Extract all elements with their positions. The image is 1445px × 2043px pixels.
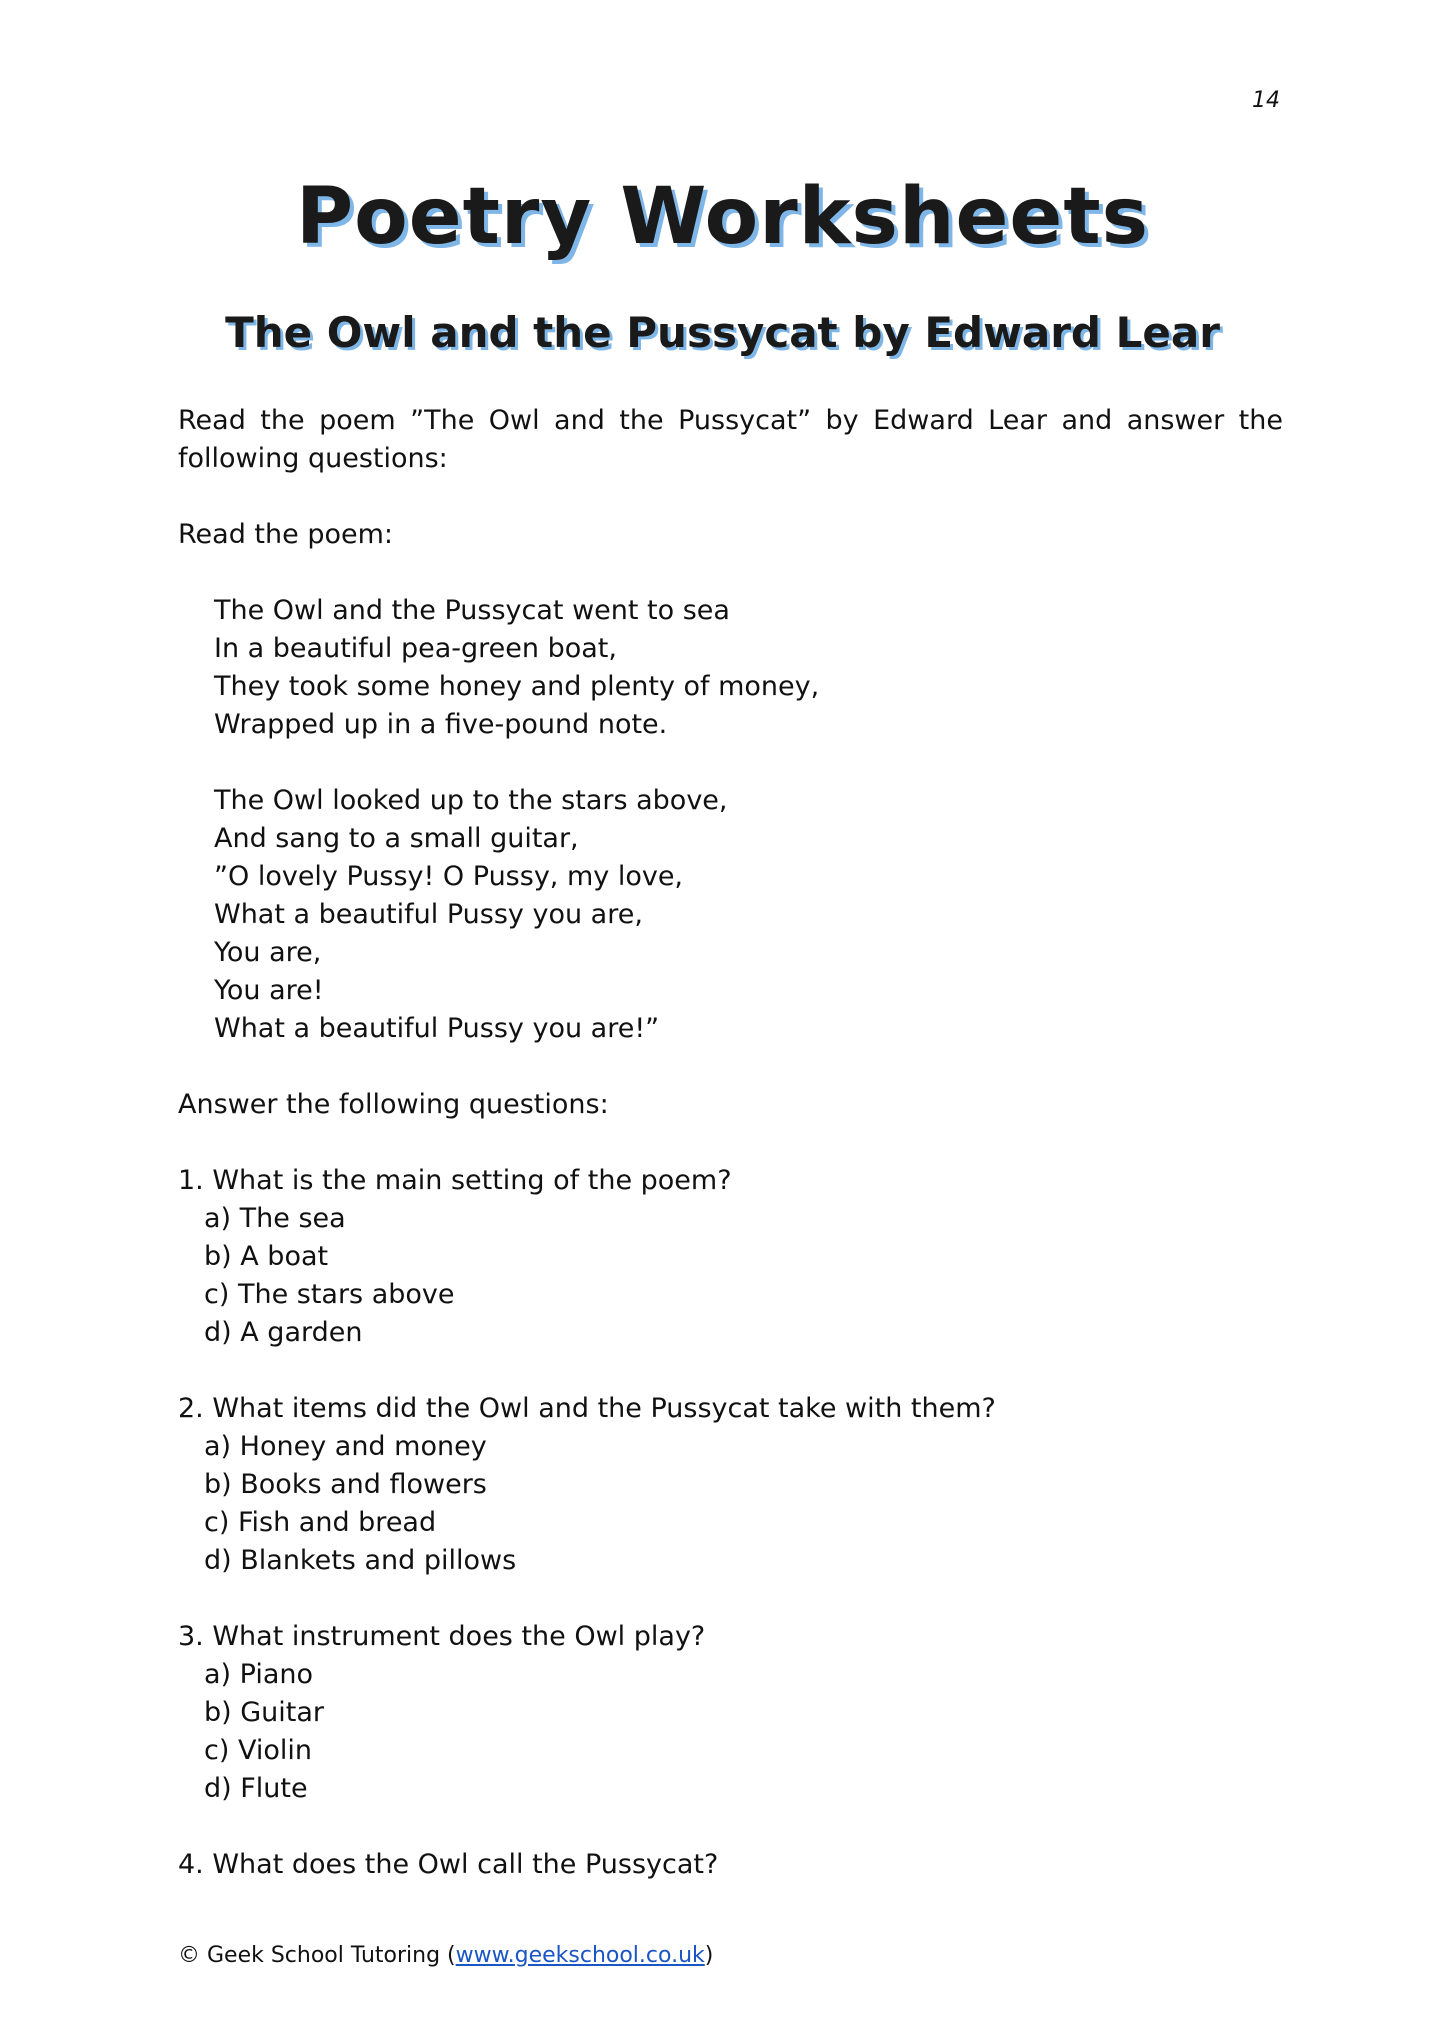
answer-option: b) Guitar (204, 1697, 325, 1728)
poem-stanza-2 (178, 782, 1283, 1048)
footer-suffix: ) (704, 1943, 714, 1968)
footer-copyright (178, 1943, 713, 1968)
question-3-options (178, 1656, 1283, 1808)
question-3: 3. What instrument does the Owl play? (178, 1621, 706, 1652)
answer-option: c) Fish and bread (204, 1507, 437, 1538)
read-prompt: Read the poem: (178, 519, 393, 550)
poem-line: What a beautiful Pussy you are, (214, 899, 643, 930)
question-1-options (178, 1200, 1283, 1352)
answer-option: d) A garden (204, 1317, 363, 1348)
poem-line: The Owl and the Pussycat went to sea (214, 595, 730, 626)
answer-option: a) Honey and money (204, 1431, 487, 1462)
poem-line: ”O lovely Pussy! O Pussy, my love, (214, 861, 684, 892)
worksheet-body (178, 402, 1283, 1884)
poem-subtitle: The Owl and the Pussycat by Edward Lear (225, 308, 1220, 357)
poem-line: What a beautiful Pussy you are!” (214, 1013, 660, 1044)
poem-line: In a beautiful pea-green boat, (214, 633, 617, 664)
poem-line: You are! (214, 975, 324, 1006)
poem-stanza-1 (178, 592, 1283, 744)
poem-line: Wrapped up in a five-pound note. (214, 709, 668, 740)
answer-option: b) Books and flowers (204, 1469, 487, 1500)
answer-option: d) Blankets and pillows (204, 1545, 517, 1576)
question-2: 2. What items did the Owl and the Pussycat take with them? (178, 1393, 996, 1424)
answer-prompt: Answer the following questions: (178, 1089, 609, 1120)
footer-prefix: © Geek School Tutoring ( (178, 1943, 456, 1968)
footer-website-link[interactable]: www.geekschool.co.uk (455, 1943, 705, 1968)
page-title: Poetry Worksheets (295, 172, 1150, 262)
question-1: 1. What is the main setting of the poem? (178, 1165, 732, 1196)
page-number: 14 (1252, 88, 1280, 113)
question-4: 4. What does the Owl call the Pussycat? (178, 1849, 719, 1880)
intro-text: Read the poem ”The Owl and the Pussycat” by Edward Lear and answer the following questions: (178, 405, 1283, 474)
answer-option: b) A boat (204, 1241, 329, 1272)
poem-line: And sang to a small guitar, (214, 823, 579, 854)
poem-line: The Owl looked up to the stars above, (214, 785, 728, 816)
poem-line: You are, (214, 937, 322, 968)
answer-option: d) Flute (204, 1773, 308, 1804)
answer-option: a) The sea (204, 1203, 346, 1234)
answer-option: c) Violin (204, 1735, 312, 1766)
question-2-options (178, 1428, 1283, 1580)
poem-line: They took some honey and plenty of money, (214, 671, 820, 702)
answer-option: c) The stars above (204, 1279, 455, 1310)
answer-option: a) Piano (204, 1659, 314, 1690)
